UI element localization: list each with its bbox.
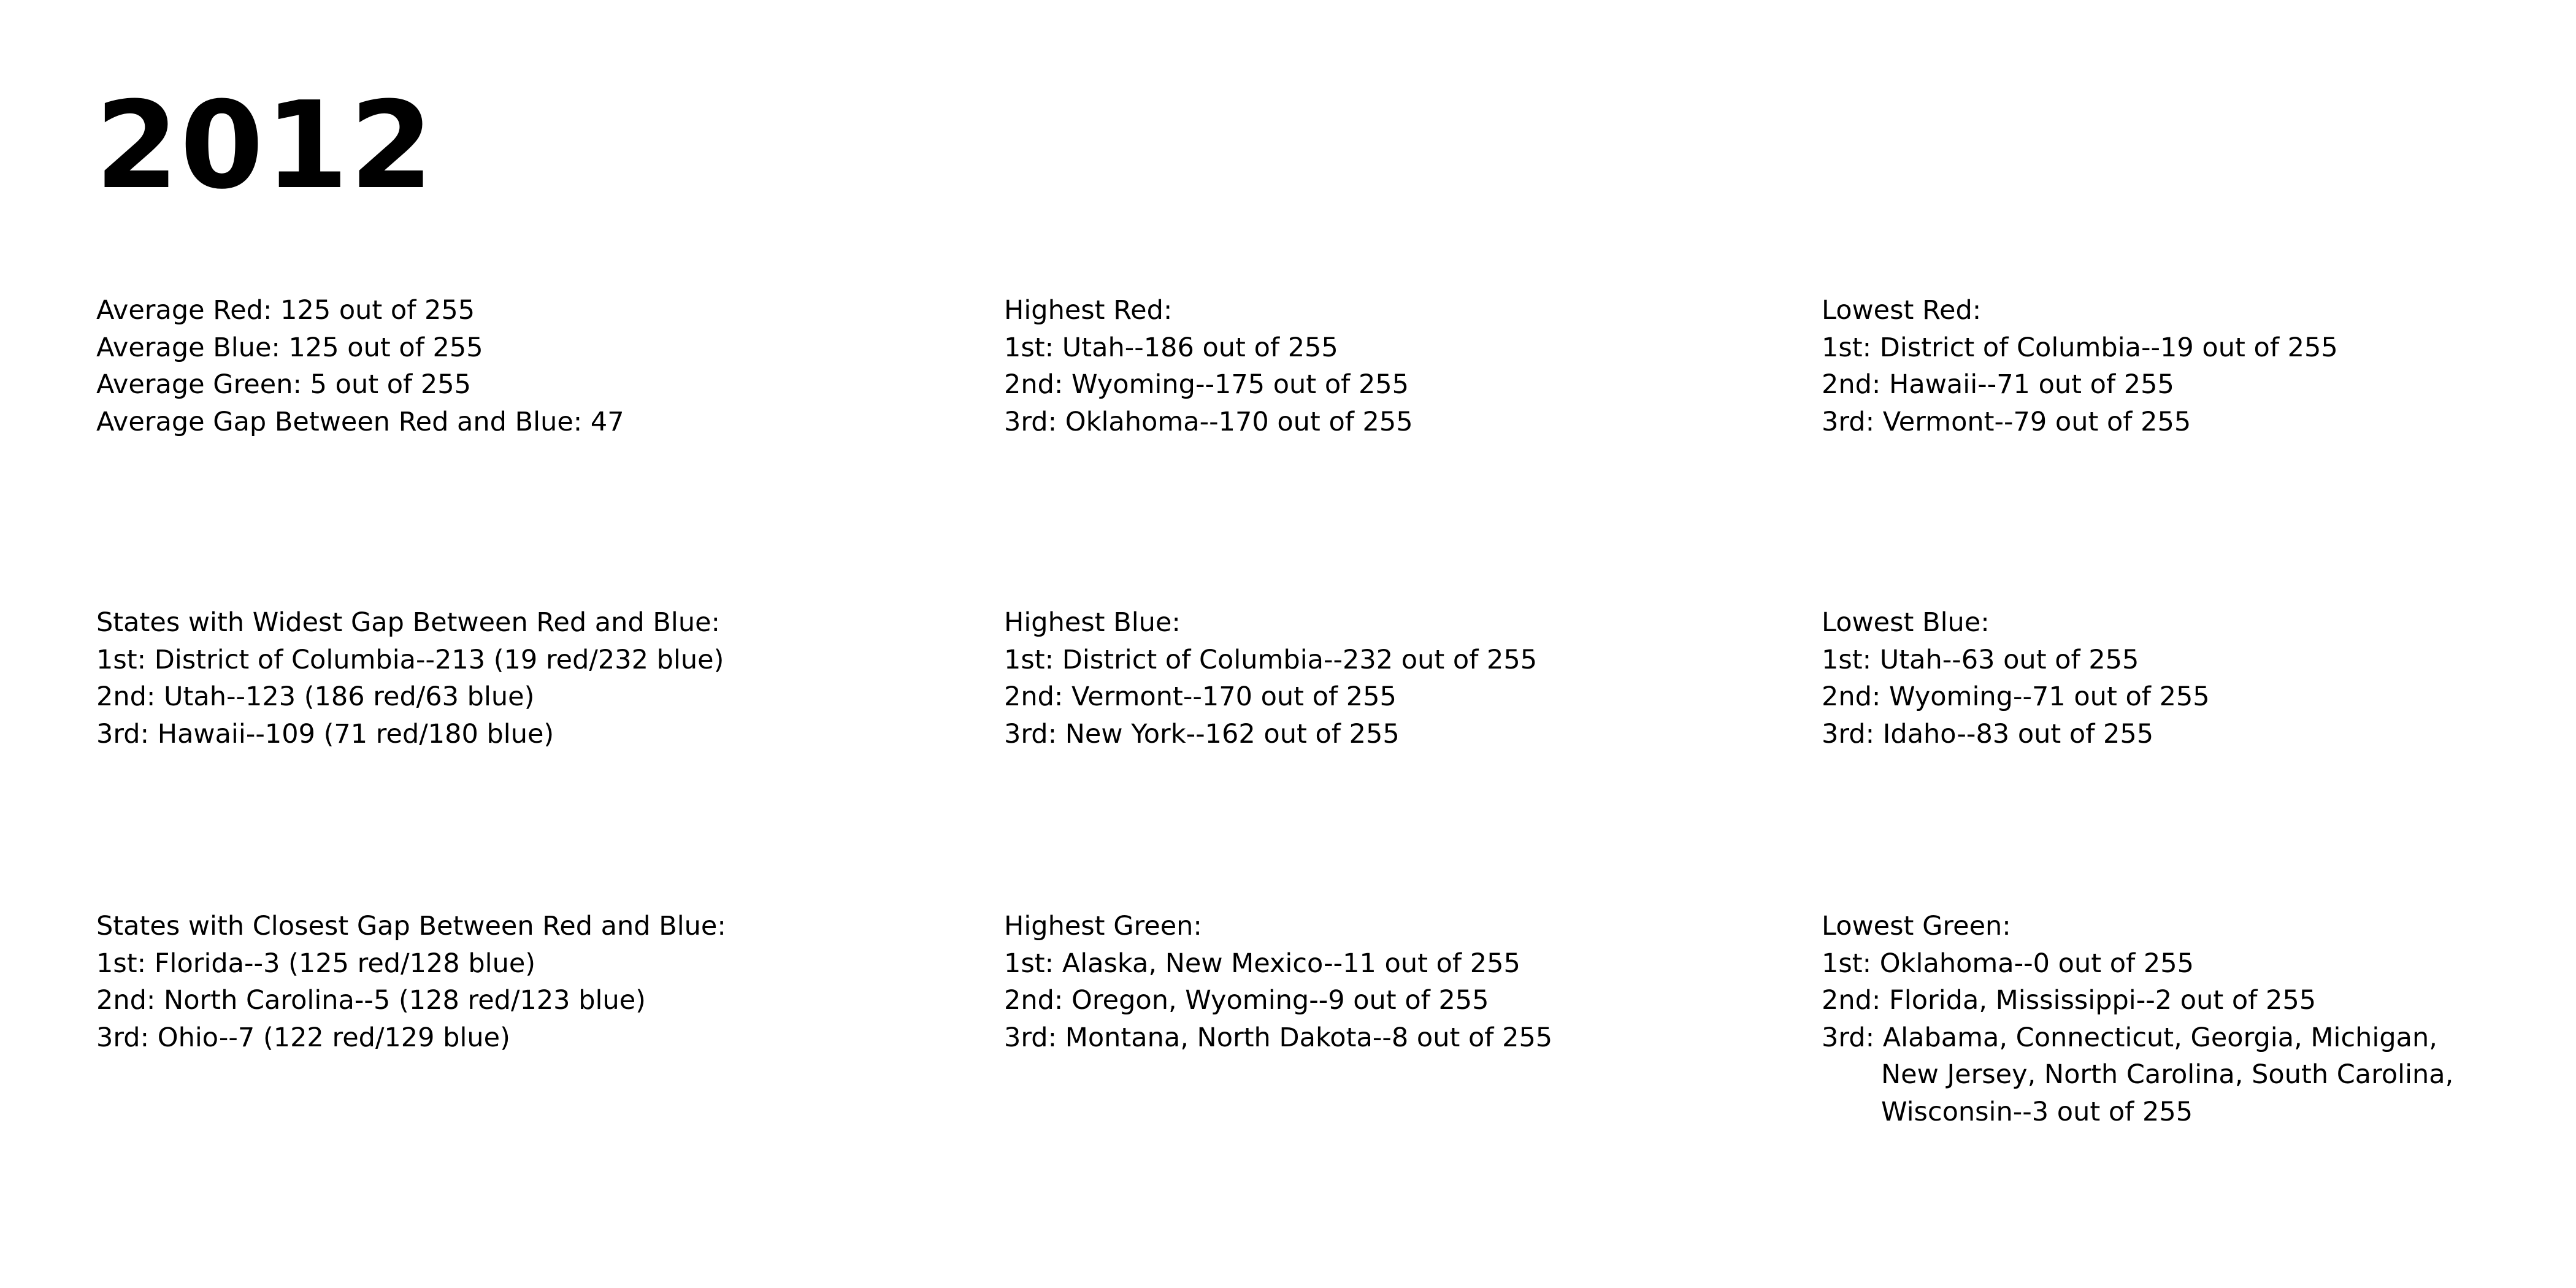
list-item: 2nd: Florida, Mississippi--2 out of 255 xyxy=(1822,985,2317,1016)
lowest-blue-heading: Lowest Blue: xyxy=(1822,607,1990,638)
list-item-continuation: New Jersey, North Carolina, South Carolina, xyxy=(1881,1059,2454,1090)
list-item: 2nd: Hawaii--71 out of 255 xyxy=(1822,369,2174,400)
list-item: 1st: Alaska, New Mexico--11 out of 255 xyxy=(1004,948,1520,979)
average-green-line: Average Green: 5 out of 255 xyxy=(96,369,471,400)
list-item: 3rd: Idaho--83 out of 255 xyxy=(1822,718,2154,749)
highest-red-heading: Highest Red: xyxy=(1004,295,1173,326)
list-item: 2nd: Utah--123 (186 red/63 blue) xyxy=(96,681,535,712)
list-item: 2nd: Oregon, Wyoming--9 out of 255 xyxy=(1004,985,1489,1016)
lowest-green-block xyxy=(1822,908,2453,1130)
list-item: 2nd: Wyoming--71 out of 255 xyxy=(1822,681,2210,712)
list-item: 3rd: Oklahoma--170 out of 255 xyxy=(1004,406,1413,437)
highest-blue-heading: Highest Blue: xyxy=(1004,607,1181,638)
closest-gap-block xyxy=(96,908,726,1056)
list-item: 2nd: North Carolina--5 (128 red/123 blue) xyxy=(96,985,646,1016)
list-item: 1st: Utah--186 out of 255 xyxy=(1004,332,1338,363)
list-item-continuation: Wisconsin--3 out of 255 xyxy=(1881,1096,2193,1127)
lowest-green-heading: Lowest Green: xyxy=(1822,911,2011,941)
lowest-red-heading: Lowest Red: xyxy=(1822,295,1982,326)
closest-gap-heading: States with Closest Gap Between Red and Blue: xyxy=(96,911,726,941)
widest-gap-block xyxy=(96,604,724,753)
averages-block xyxy=(96,292,624,440)
list-item: 3rd: Vermont--79 out of 255 xyxy=(1822,406,2191,437)
page-title: 2012 xyxy=(95,76,435,216)
widest-gap-heading: States with Widest Gap Between Red and Blue: xyxy=(96,607,721,638)
average-red-line: Average Red: 125 out of 255 xyxy=(96,295,475,326)
list-item: 1st: Utah--63 out of 255 xyxy=(1822,644,2139,675)
list-item: 1st: Oklahoma--0 out of 255 xyxy=(1822,948,2194,979)
lowest-blue-block xyxy=(1822,604,2210,753)
list-item: 1st: District of Columbia--232 out of 255 xyxy=(1004,644,1538,675)
list-item: 3rd: Ohio--7 (122 red/129 blue) xyxy=(96,1022,510,1053)
highest-blue-block xyxy=(1004,604,1537,753)
list-item: 3rd: Montana, North Dakota--8 out of 255 xyxy=(1004,1022,1553,1053)
highest-green-block xyxy=(1004,908,1552,1056)
average-blue-line: Average Blue: 125 out of 255 xyxy=(96,332,483,363)
list-item: 3rd: Hawaii--109 (71 red/180 blue) xyxy=(96,718,554,749)
average-gap-line: Average Gap Between Red and Blue: 47 xyxy=(96,406,624,437)
list-item: 1st: District of Columbia--19 out of 255 xyxy=(1822,332,2338,363)
lowest-red-block xyxy=(1822,292,2338,440)
highest-green-heading: Highest Green: xyxy=(1004,911,1202,941)
list-item: 3rd: Alabama, Connecticut, Georgia, Michigan, xyxy=(1822,1022,2437,1053)
highest-red-block xyxy=(1004,292,1413,440)
list-item: 1st: Florida--3 (125 red/128 blue) xyxy=(96,948,536,979)
list-item: 2nd: Vermont--170 out of 255 xyxy=(1004,681,1397,712)
list-item: 3rd: New York--162 out of 255 xyxy=(1004,718,1400,749)
list-item: 1st: District of Columbia--213 (19 red/232 blue) xyxy=(96,644,724,675)
list-item: 2nd: Wyoming--175 out of 255 xyxy=(1004,369,1409,400)
